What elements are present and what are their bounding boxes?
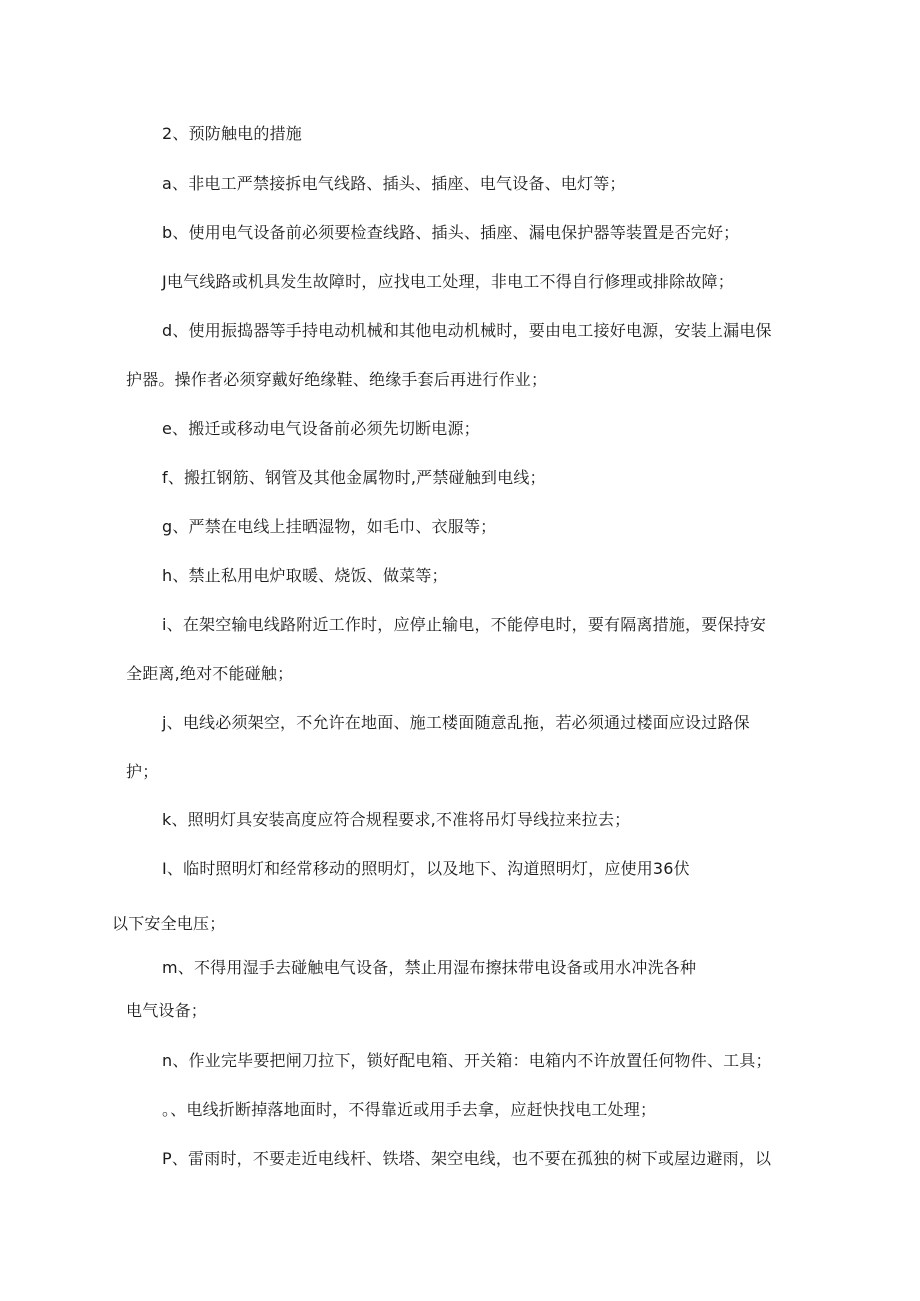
text-line-d: d、使用振捣器等手持电动机械和其他电动机械时，要由电工接好电源，安装上漏电保 [162,321,772,340]
text-line-f: f、搬扛钢筋、钢管及其他金属物时,严禁碰触到电线； [162,468,546,487]
text-line-e: e、搬迁或移动电气设备前必须先切断电源； [162,419,480,438]
text-line-m-cont: 电气设备； [126,1001,208,1020]
text-line-m: m、不得用湿手去碰触电气设备，禁止用湿布擦抹带电设备或用水冲洗各种 [162,958,697,977]
text-line-i-cont: 全距离,绝对不能碰触； [126,664,294,683]
text-line-c: J电气线路或机具发生故障时，应找电工处理，非电工不得自行修理或排除故障； [162,272,734,291]
text-line-n: n、作业完毕要把闸刀拉下，锁好配电箱、开关箱：电箱内不许放置任何物件、工具； [162,1051,772,1070]
text-line-j-cont: 护； [126,762,159,781]
section-heading: 2、预防触电的措施 [162,124,302,143]
text-line-k: k、照明灯具安装高度应符合规程要求,不准将吊灯导线拉来拉去； [162,810,631,829]
text-line-b: b、使用电气设备前必须要检查线路、插头、插座、漏电保护器等装置是否完好； [162,223,740,242]
text-line-o: 。、电线折断掉落地面时，不得靠近或用手去拿，应赶快找电工处理； [162,1100,657,1119]
text-line-l: I、临时照明灯和经常移动的照明灯，以及地下、沟道照明灯，应使用36伏 [162,859,690,878]
text-line-h: h、禁止私用电炉取暖、烧饭、做菜等； [162,566,448,585]
text-line-a: a、非电工严禁接拆电气线路、插头、插座、电气设备、电灯等； [162,174,626,193]
text-line-g: g、严禁在电线上挂晒湿物，如毛巾、衣服等； [162,517,497,536]
text-line-i: i、在架空输电线路附近工作时，应停止输电，不能停电时，要有隔离措施，要保持安 [162,615,767,634]
text-line-l-cont: 以下安全电压； [112,914,226,933]
text-line-j: j、电线必须架空，不允许在地面、施工楼面随意乱拖，若必须通过楼面应设过路保 [162,713,750,732]
text-line-d-cont: 护器。操作者必须穿戴好绝缘鞋、绝缘手套后再进行作业； [126,370,548,389]
text-line-p: P、雷雨时，不要走近电线杆、铁塔、架空电线，也不要在孤独的树下或屋边避雨，以 [162,1149,772,1168]
